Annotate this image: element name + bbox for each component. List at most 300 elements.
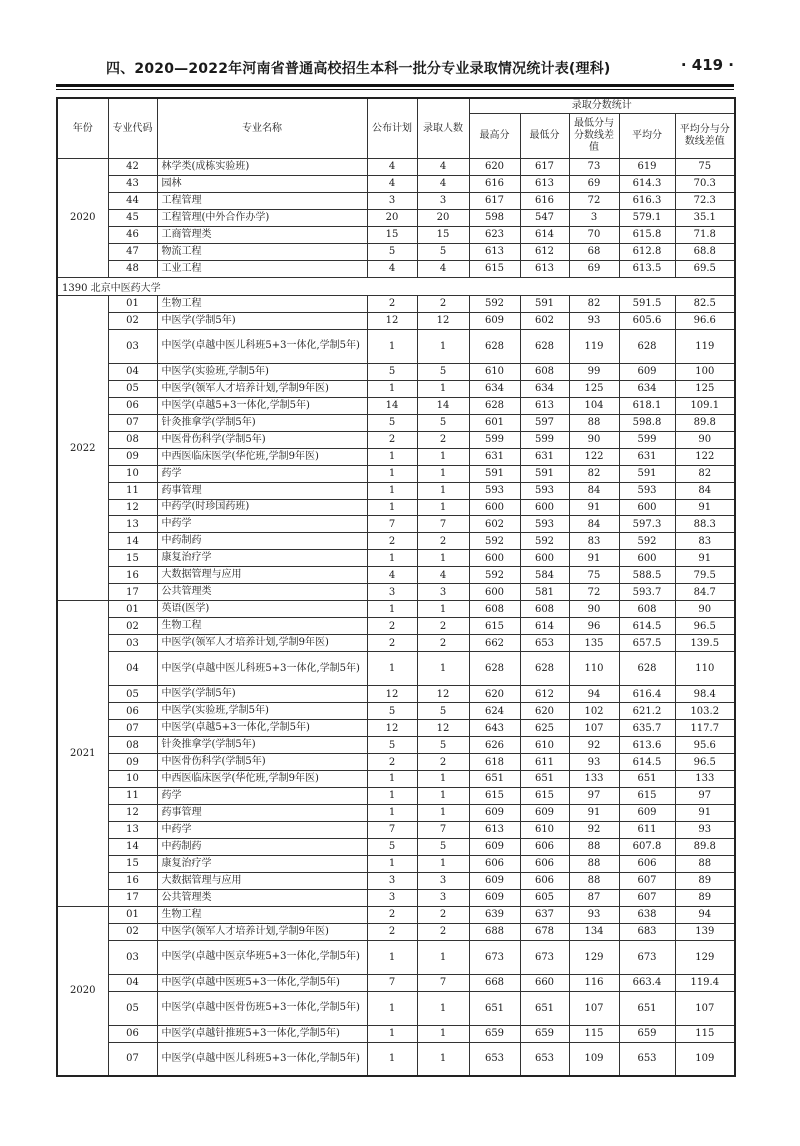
avg-diff: 129 xyxy=(675,940,735,974)
admitted-count: 7 xyxy=(417,974,469,991)
avg-score: 605.6 xyxy=(619,312,675,329)
plan-count: 3 xyxy=(367,889,417,906)
min-diff: 69 xyxy=(569,260,619,277)
admitted-count: 1 xyxy=(417,329,469,363)
avg-diff: 35.1 xyxy=(675,209,735,226)
avg-score: 593.7 xyxy=(619,584,675,601)
year-cell: 2020 xyxy=(57,906,108,1076)
admitted-count: 1 xyxy=(417,787,469,804)
avg-diff: 93 xyxy=(675,821,735,838)
avg-diff: 72.3 xyxy=(675,192,735,209)
avg-diff: 97 xyxy=(675,787,735,804)
min-score: 613 xyxy=(520,175,569,192)
admitted-count: 1 xyxy=(417,771,469,788)
avg-score: 651 xyxy=(619,991,675,1025)
avg-score: 616.4 xyxy=(619,686,675,703)
avg-score: 615 xyxy=(619,787,675,804)
major-code: 47 xyxy=(108,243,157,260)
major-code: 16 xyxy=(108,567,157,584)
avg-diff: 109 xyxy=(675,1042,735,1076)
avg-score: 591 xyxy=(619,465,675,482)
min-score: 651 xyxy=(520,771,569,788)
avg-score: 600 xyxy=(619,550,675,567)
max-score: 620 xyxy=(469,159,520,176)
plan-count: 4 xyxy=(367,567,417,584)
major-name: 中医学(领军人才培养计划,学制9年医) xyxy=(157,635,367,652)
min-diff: 93 xyxy=(569,312,619,329)
major-code: 06 xyxy=(108,703,157,720)
major-name: 生物工程 xyxy=(157,618,367,635)
min-score: 597 xyxy=(520,414,569,431)
table-body xyxy=(57,159,735,1077)
major-code: 14 xyxy=(108,533,157,550)
avg-score: 683 xyxy=(619,923,675,940)
min-score: 610 xyxy=(520,737,569,754)
page-number: · 419 · xyxy=(680,56,734,74)
major-name: 中医学(卓越中医儿科班5+3一体化,学制5年) xyxy=(157,1042,367,1076)
major-code: 05 xyxy=(108,380,157,397)
min-score: 660 xyxy=(520,974,569,991)
plan-count: 3 xyxy=(367,192,417,209)
min-diff: 72 xyxy=(569,584,619,601)
table-row xyxy=(57,804,735,821)
admitted-count: 1 xyxy=(417,804,469,821)
major-name: 中药制药 xyxy=(157,533,367,550)
plan-count: 2 xyxy=(367,754,417,771)
max-score: 606 xyxy=(469,855,520,872)
min-score: 599 xyxy=(520,431,569,448)
avg-score: 651 xyxy=(619,771,675,788)
avg-score: 606 xyxy=(619,855,675,872)
max-score: 592 xyxy=(469,567,520,584)
max-score: 618 xyxy=(469,754,520,771)
table-row xyxy=(57,906,735,923)
avg-diff: 84 xyxy=(675,482,735,499)
min-diff: 94 xyxy=(569,686,619,703)
plan-count: 7 xyxy=(367,974,417,991)
major-name: 中医学(卓越针推班5+3一体化,学制5年) xyxy=(157,1025,367,1042)
major-name: 中医学(卓越中医京华班5+3一体化,学制5年) xyxy=(157,940,367,974)
major-name: 大数据管理与应用 xyxy=(157,567,367,584)
min-score: 613 xyxy=(520,397,569,414)
min-diff: 72 xyxy=(569,192,619,209)
table-row xyxy=(57,260,735,277)
plan-count: 5 xyxy=(367,363,417,380)
admitted-count: 1 xyxy=(417,991,469,1025)
plan-count: 5 xyxy=(367,414,417,431)
avg-diff: 75 xyxy=(675,159,735,176)
min-diff: 97 xyxy=(569,787,619,804)
max-score: 602 xyxy=(469,516,520,533)
avg-score: 612.8 xyxy=(619,243,675,260)
avg-diff: 84.7 xyxy=(675,584,735,601)
avg-score: 613.5 xyxy=(619,260,675,277)
major-code: 05 xyxy=(108,686,157,703)
avg-score: 619 xyxy=(619,159,675,176)
avg-score: 598.8 xyxy=(619,414,675,431)
avg-score: 608 xyxy=(619,601,675,618)
major-code: 08 xyxy=(108,431,157,448)
max-score: 673 xyxy=(469,940,520,974)
major-name: 中医学(卓越中医儿科班5+3一体化,学制5年) xyxy=(157,329,367,363)
major-name: 药学 xyxy=(157,465,367,482)
avg-diff: 125 xyxy=(675,380,735,397)
avg-diff: 139 xyxy=(675,923,735,940)
table-container xyxy=(56,97,734,1077)
plan-count: 1 xyxy=(367,601,417,618)
major-name: 中医学(卓越5+3一体化,学制5年) xyxy=(157,397,367,414)
plan-count: 1 xyxy=(367,940,417,974)
table-row xyxy=(57,243,735,260)
max-score: 609 xyxy=(469,838,520,855)
avg-score: 614.3 xyxy=(619,175,675,192)
admitted-count: 12 xyxy=(417,720,469,737)
plan-count: 2 xyxy=(367,635,417,652)
min-score: 651 xyxy=(520,991,569,1025)
plan-count: 5 xyxy=(367,737,417,754)
avg-diff: 98.4 xyxy=(675,686,735,703)
plan-count: 1 xyxy=(367,465,417,482)
admitted-count: 3 xyxy=(417,192,469,209)
max-score: 600 xyxy=(469,499,520,516)
admitted-count: 7 xyxy=(417,516,469,533)
table-row xyxy=(57,940,735,974)
table-row xyxy=(57,533,735,550)
max-score: 623 xyxy=(469,226,520,243)
plan-count: 2 xyxy=(367,618,417,635)
table-row xyxy=(57,414,735,431)
admitted-count: 5 xyxy=(417,414,469,431)
min-score: 609 xyxy=(520,804,569,821)
avg-diff: 91 xyxy=(675,804,735,821)
avg-diff: 100 xyxy=(675,363,735,380)
min-score: 592 xyxy=(520,533,569,550)
min-diff: 91 xyxy=(569,804,619,821)
avg-diff: 110 xyxy=(675,652,735,686)
min-score: 617 xyxy=(520,159,569,176)
plan-count: 7 xyxy=(367,516,417,533)
table-row xyxy=(57,226,735,243)
major-code: 43 xyxy=(108,175,157,192)
avg-score: 634 xyxy=(619,380,675,397)
admitted-count: 1 xyxy=(417,465,469,482)
min-score: 678 xyxy=(520,923,569,940)
max-score: 592 xyxy=(469,295,520,312)
table-row xyxy=(57,974,735,991)
admitted-count: 15 xyxy=(417,226,469,243)
year-cell: 2021 xyxy=(57,601,108,906)
min-score: 634 xyxy=(520,380,569,397)
table-row xyxy=(57,754,735,771)
min-diff: 104 xyxy=(569,397,619,414)
avg-diff: 91 xyxy=(675,499,735,516)
avg-score: 614.5 xyxy=(619,618,675,635)
major-code: 07 xyxy=(108,720,157,737)
plan-count: 2 xyxy=(367,431,417,448)
avg-diff: 82.5 xyxy=(675,295,735,312)
max-score: 631 xyxy=(469,448,520,465)
major-name: 中药学(时珍国药班) xyxy=(157,499,367,516)
col-code: 专业代码 xyxy=(108,98,157,159)
avg-score: 663.4 xyxy=(619,974,675,991)
avg-diff: 91 xyxy=(675,550,735,567)
max-score: 598 xyxy=(469,209,520,226)
avg-diff: 88 xyxy=(675,855,735,872)
admitted-count: 2 xyxy=(417,923,469,940)
avg-score: 635.7 xyxy=(619,720,675,737)
admitted-count: 5 xyxy=(417,363,469,380)
major-code: 14 xyxy=(108,838,157,855)
plan-count: 12 xyxy=(367,720,417,737)
min-diff: 125 xyxy=(569,380,619,397)
plan-count: 3 xyxy=(367,872,417,889)
col-min: 最低分 xyxy=(520,114,569,159)
plan-count: 12 xyxy=(367,686,417,703)
avg-diff: 79.5 xyxy=(675,567,735,584)
min-diff: 115 xyxy=(569,1025,619,1042)
min-score: 653 xyxy=(520,1042,569,1076)
admitted-count: 12 xyxy=(417,312,469,329)
min-diff: 88 xyxy=(569,838,619,855)
admitted-count: 5 xyxy=(417,737,469,754)
plan-count: 1 xyxy=(367,804,417,821)
table-row xyxy=(57,567,735,584)
max-score: 634 xyxy=(469,380,520,397)
major-code: 46 xyxy=(108,226,157,243)
min-score: 584 xyxy=(520,567,569,584)
min-score: 620 xyxy=(520,703,569,720)
admitted-count: 1 xyxy=(417,855,469,872)
avg-score: 638 xyxy=(619,906,675,923)
major-code: 10 xyxy=(108,465,157,482)
max-score: 651 xyxy=(469,991,520,1025)
admitted-count: 3 xyxy=(417,889,469,906)
table-row xyxy=(57,499,735,516)
major-code: 17 xyxy=(108,889,157,906)
min-diff: 107 xyxy=(569,991,619,1025)
min-diff: 93 xyxy=(569,906,619,923)
avg-score: 579.1 xyxy=(619,209,675,226)
major-code: 02 xyxy=(108,618,157,635)
year-cell: 2020 xyxy=(57,159,108,278)
avg-diff: 94 xyxy=(675,906,735,923)
avg-score: 607 xyxy=(619,872,675,889)
avg-score: 609 xyxy=(619,363,675,380)
avg-score: 611 xyxy=(619,821,675,838)
avg-diff: 90 xyxy=(675,601,735,618)
major-name: 中医学(卓越中医儿科班5+3一体化,学制5年) xyxy=(157,652,367,686)
admitted-count: 14 xyxy=(417,397,469,414)
min-diff: 102 xyxy=(569,703,619,720)
table-row xyxy=(57,787,735,804)
avg-score: 616.3 xyxy=(619,192,675,209)
min-diff: 91 xyxy=(569,499,619,516)
header-row-1 xyxy=(57,98,735,114)
major-code: 10 xyxy=(108,771,157,788)
major-code: 48 xyxy=(108,260,157,277)
plan-count: 1 xyxy=(367,550,417,567)
header-rule-thin xyxy=(56,89,734,90)
max-score: 615 xyxy=(469,618,520,635)
avg-score: 593 xyxy=(619,482,675,499)
major-code: 09 xyxy=(108,448,157,465)
table-row xyxy=(57,175,735,192)
table-row xyxy=(57,855,735,872)
admitted-count: 7 xyxy=(417,821,469,838)
avg-score: 657.5 xyxy=(619,635,675,652)
min-score: 608 xyxy=(520,601,569,618)
min-score: 631 xyxy=(520,448,569,465)
table-row xyxy=(57,312,735,329)
col-min-diff: 最低分与分数线差值 xyxy=(569,114,619,159)
major-name: 药事管理 xyxy=(157,482,367,499)
major-name: 中药制药 xyxy=(157,838,367,855)
max-score: 609 xyxy=(469,804,520,821)
major-name: 中医骨伤科学(学制5年) xyxy=(157,754,367,771)
min-diff: 70 xyxy=(569,226,619,243)
major-name: 物流工程 xyxy=(157,243,367,260)
major-name: 药事管理 xyxy=(157,804,367,821)
min-diff: 75 xyxy=(569,567,619,584)
table-row xyxy=(57,686,735,703)
plan-count: 20 xyxy=(367,209,417,226)
min-score: 612 xyxy=(520,243,569,260)
plan-count: 1 xyxy=(367,652,417,686)
table-row xyxy=(57,991,735,1025)
max-score: 628 xyxy=(469,329,520,363)
plan-count: 4 xyxy=(367,159,417,176)
min-diff: 133 xyxy=(569,771,619,788)
table-row xyxy=(57,652,735,686)
avg-score: 613.6 xyxy=(619,737,675,754)
table-row xyxy=(57,1025,735,1042)
min-diff: 92 xyxy=(569,737,619,754)
avg-score: 659 xyxy=(619,1025,675,1042)
admitted-count: 2 xyxy=(417,295,469,312)
min-score: 608 xyxy=(520,363,569,380)
min-diff: 88 xyxy=(569,855,619,872)
table-row xyxy=(57,448,735,465)
table-row xyxy=(57,550,735,567)
plan-count: 1 xyxy=(367,855,417,872)
min-diff: 88 xyxy=(569,872,619,889)
admitted-count: 2 xyxy=(417,906,469,923)
min-score: 602 xyxy=(520,312,569,329)
admitted-count: 5 xyxy=(417,838,469,855)
major-code: 06 xyxy=(108,397,157,414)
avg-diff: 96.6 xyxy=(675,312,735,329)
max-score: 628 xyxy=(469,652,520,686)
plan-count: 1 xyxy=(367,991,417,1025)
table-row xyxy=(57,601,735,618)
major-code: 44 xyxy=(108,192,157,209)
major-code: 06 xyxy=(108,1025,157,1042)
min-diff: 134 xyxy=(569,923,619,940)
min-diff: 91 xyxy=(569,550,619,567)
avg-diff: 96.5 xyxy=(675,754,735,771)
major-name: 中医骨伤科学(学制5年) xyxy=(157,431,367,448)
major-code: 15 xyxy=(108,855,157,872)
max-score: 599 xyxy=(469,431,520,448)
min-diff: 129 xyxy=(569,940,619,974)
min-diff: 99 xyxy=(569,363,619,380)
major-code: 11 xyxy=(108,787,157,804)
min-diff: 90 xyxy=(569,431,619,448)
min-diff: 96 xyxy=(569,618,619,635)
min-score: 581 xyxy=(520,584,569,601)
admitted-count: 4 xyxy=(417,567,469,584)
major-code: 04 xyxy=(108,974,157,991)
avg-score: 615.8 xyxy=(619,226,675,243)
table-row xyxy=(57,159,735,176)
major-code: 42 xyxy=(108,159,157,176)
min-diff: 87 xyxy=(569,889,619,906)
max-score: 600 xyxy=(469,584,520,601)
avg-diff: 71.8 xyxy=(675,226,735,243)
col-name: 专业名称 xyxy=(157,98,367,159)
min-diff: 68 xyxy=(569,243,619,260)
min-score: 613 xyxy=(520,260,569,277)
table-row xyxy=(57,635,735,652)
max-score: 613 xyxy=(469,243,520,260)
major-name: 英语(医学) xyxy=(157,601,367,618)
avg-diff: 133 xyxy=(675,771,735,788)
plan-count: 1 xyxy=(367,499,417,516)
major-code: 11 xyxy=(108,482,157,499)
avg-diff: 96.5 xyxy=(675,618,735,635)
table-row xyxy=(57,889,735,906)
table-row xyxy=(57,465,735,482)
admitted-count: 1 xyxy=(417,940,469,974)
major-code: 09 xyxy=(108,754,157,771)
avg-score: 591.5 xyxy=(619,295,675,312)
plan-count: 4 xyxy=(367,260,417,277)
admitted-count: 1 xyxy=(417,499,469,516)
admitted-count: 20 xyxy=(417,209,469,226)
avg-score: 609 xyxy=(619,804,675,821)
major-name: 中医学(领军人才培养计划,学制9年医) xyxy=(157,380,367,397)
max-score: 613 xyxy=(469,821,520,838)
table-row xyxy=(57,363,735,380)
min-diff: 3 xyxy=(569,209,619,226)
min-score: 625 xyxy=(520,720,569,737)
page-header xyxy=(56,50,734,80)
max-score: 609 xyxy=(469,312,520,329)
min-score: 606 xyxy=(520,855,569,872)
min-diff: 119 xyxy=(569,329,619,363)
major-code: 01 xyxy=(108,295,157,312)
school-name: 1390 北京中医药大学 xyxy=(57,277,735,295)
avg-diff: 90 xyxy=(675,431,735,448)
avg-diff: 95.6 xyxy=(675,737,735,754)
plan-count: 1 xyxy=(367,380,417,397)
table-row xyxy=(57,329,735,363)
plan-count: 14 xyxy=(367,397,417,414)
admitted-count: 2 xyxy=(417,533,469,550)
max-score: 662 xyxy=(469,635,520,652)
max-score: 591 xyxy=(469,465,520,482)
max-score: 600 xyxy=(469,550,520,567)
avg-diff: 119 xyxy=(675,329,735,363)
avg-diff: 70.3 xyxy=(675,175,735,192)
avg-diff: 88.3 xyxy=(675,516,735,533)
min-score: 591 xyxy=(520,295,569,312)
table-row xyxy=(57,397,735,414)
col-admitted: 录取人数 xyxy=(417,98,469,159)
table-row xyxy=(57,380,735,397)
major-name: 康复治疗学 xyxy=(157,855,367,872)
header-rule xyxy=(56,84,734,87)
